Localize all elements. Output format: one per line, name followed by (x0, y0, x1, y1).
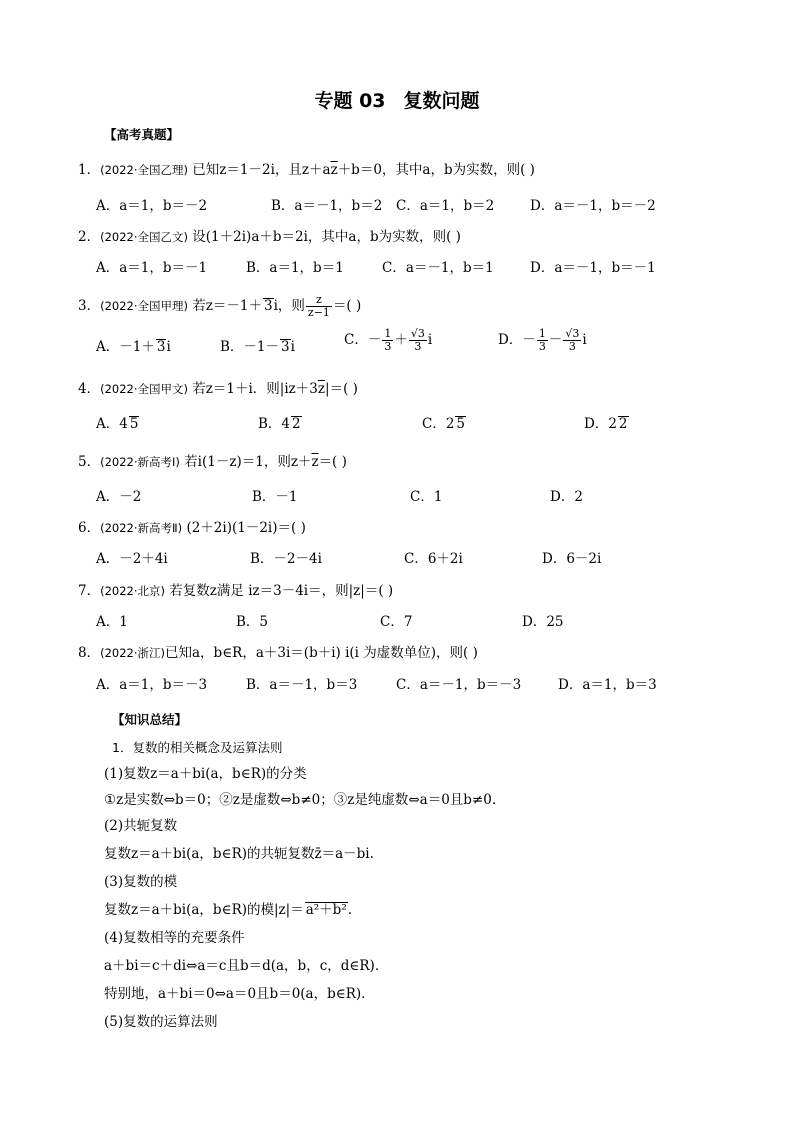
option-text: D．2 (584, 416, 617, 432)
question-2 (78, 227, 758, 247)
conjugate-z: $\overline{z}$ (330, 162, 338, 178)
question-number: 5． (78, 454, 101, 470)
question-source: (2022·新高考Ⅰ) (100, 455, 180, 469)
title-main: 专题 03 (314, 90, 386, 112)
option-c[interactable]: C．a＝1，b＝2 (396, 198, 495, 214)
sqrt-radicand: 3 (156, 339, 166, 355)
sqrt-radicand: 3 (281, 339, 290, 355)
fraction-numerator: 1 (384, 327, 392, 340)
option-a[interactable]: A．1 (96, 614, 128, 630)
question-text: 已知a，b∈R，a＋3i＝(b＋i) i(i 为虚数单位)，则( ) (165, 645, 478, 661)
question-number: 2． (78, 229, 101, 245)
option-b[interactable]: B．－2－4i (250, 551, 322, 567)
option-a[interactable]: A．a＝1，b＝－3 (96, 677, 208, 693)
question-number: 3． (78, 298, 101, 314)
fraction-numerator: 1 (538, 327, 546, 340)
option-b[interactable]: B．5 (236, 614, 269, 630)
question-number: 6． (78, 520, 101, 536)
fraction (382, 328, 393, 353)
summary-line: (3)复数的模 (104, 874, 178, 890)
question-text: ＋b＝0，其中a，b为实数，则( ) (337, 162, 535, 178)
summary-line: (1)复数z＝a＋bi(a，b∈R)的分类 (104, 766, 307, 782)
option-b[interactable]: B．－1 (252, 489, 298, 505)
summary-line (104, 900, 764, 920)
question-number: 4． (78, 381, 101, 397)
fraction (537, 328, 548, 353)
question-text: (2＋2i)(1－2i)＝( ) (182, 520, 306, 536)
sqrt-radicand: 5 (129, 416, 139, 432)
sqrt-radicand: 2 (618, 416, 628, 432)
summary-line: ①z是实数⇔b＝0；②z是虚数⇔b≠0；③z是纯虚数⇔a＝0且b≠0. (104, 792, 497, 808)
option-d[interactable] (498, 328, 587, 353)
question-text: ＝( ) (318, 454, 347, 470)
option-d[interactable]: D．2 (550, 489, 583, 505)
fraction (563, 328, 581, 353)
option-text: － (548, 332, 563, 348)
fraction-numerator: √3 (410, 327, 425, 340)
conjugate-z: $\overline{z}$ (311, 454, 319, 470)
conjugate-z: $\overline{z}$ (317, 381, 326, 397)
option-a[interactable]: A．－2 (96, 489, 142, 505)
option-text: i (427, 332, 433, 348)
question-3 (78, 294, 758, 319)
summary-line: 特别地，a＋bi＝0⇔a＝0且b＝0(a，b∈R)． (104, 986, 375, 1002)
option-d[interactable]: D．a＝1，b＝3 (558, 677, 657, 693)
option-a[interactable]: A．a＝1，b＝－2 (96, 198, 208, 214)
option-d[interactable]: D．a＝－1，b＝－2 (530, 198, 656, 214)
sqrt-radicand: 2 (292, 416, 301, 432)
question-8 (78, 643, 758, 663)
fraction-denominator: 3 (384, 340, 392, 353)
title-sub: 复数问题 (403, 90, 480, 112)
option-b[interactable]: B．a＝1，b＝1 (246, 260, 344, 276)
option-b[interactable] (258, 413, 302, 435)
sqrt-radicand: 5 (456, 416, 466, 432)
option-text: i (290, 339, 295, 355)
sqrt-radicand: a²＋b² (305, 902, 347, 918)
question-number: 7． (78, 583, 101, 599)
question-text: 若复数z满足 iz＝3－4i＝，则|z|＝( ) (165, 583, 394, 599)
question-5 (78, 452, 758, 472)
question-text: 若z＝－1＋ (188, 298, 262, 314)
section-exam: 【高考真题】 (104, 127, 180, 142)
fraction-numerator: z (306, 294, 332, 307)
question-1 (78, 160, 758, 180)
question-text: 若i(1－z)＝1，则z＋ (179, 454, 312, 470)
option-a[interactable]: A．－2＋4i (96, 551, 168, 567)
question-4 (78, 379, 758, 399)
option-text: A．4 (96, 416, 128, 432)
option-c[interactable] (344, 328, 432, 353)
question-source: (2022·浙江) (100, 646, 165, 660)
question-number: 8． (78, 645, 101, 661)
option-c[interactable]: C．a＝－1，b＝1 (382, 260, 494, 276)
summary-line: 复数z＝a＋bi(a，b∈R)的共轭复数z̄＝a－bi. (104, 846, 374, 862)
summary-text: . (347, 902, 353, 918)
option-text: A．－1＋ (96, 339, 155, 355)
option-a[interactable] (96, 413, 139, 435)
question-source: (2022·全国甲理) (100, 299, 188, 313)
question-text: 若z＝1＋i．则|iz＋3 (188, 381, 318, 397)
question-7 (78, 581, 758, 601)
section-summary: 【知识总结】 (112, 712, 188, 727)
fraction (306, 294, 332, 319)
fraction-denominator: 3 (538, 340, 546, 353)
summary-line: (4)复数相等的充要条件 (104, 930, 245, 946)
summary-line: a＋bi＝c＋di⇔a＝c且b＝d(a，b，c，d∈R)． (104, 958, 389, 974)
summary-text: 复数z＝a＋bi(a，b∈R)的模|z|＝ (104, 902, 304, 918)
option-b[interactable]: B．a＝－1，b＝3 (246, 677, 358, 693)
question-source: (2022·北京) (100, 584, 165, 598)
question-text: ＝( ) (332, 298, 362, 314)
option-text: ＋ (394, 332, 408, 348)
option-d[interactable]: D．25 (522, 614, 564, 630)
question-6 (78, 518, 758, 538)
fraction-denominator: 3 (414, 340, 422, 353)
question-source: (2022·全国乙文) (100, 230, 188, 244)
option-text: D．－ (498, 332, 536, 348)
fraction-denominator: z−1 (307, 306, 330, 319)
fraction (409, 328, 427, 353)
question-source: (2022·全国乙理) (100, 163, 188, 177)
fraction-denominator: 3 (568, 340, 576, 353)
option-c[interactable]: C．7 (380, 614, 413, 630)
sqrt-radicand: 3 (264, 298, 273, 314)
option-text: i (582, 332, 587, 348)
fraction-numerator: √3 (565, 327, 580, 340)
option-text: B．－1－ (220, 339, 280, 355)
page-title (0, 86, 794, 113)
option-a[interactable]: A．a＝1，b＝－1 (96, 260, 208, 276)
option-c[interactable] (422, 413, 466, 435)
option-b[interactable]: B．a＝－1，b＝2 (271, 198, 383, 214)
question-text: i，则 (273, 298, 305, 314)
question-source: (2022·新高考Ⅱ) (100, 521, 183, 535)
question-text: 设(1＋2i)a＋b＝2i，其中a，b为实数，则( ) (188, 229, 461, 245)
question-text: 已知z＝1－2i，且z＋a (188, 162, 331, 178)
option-text: C．2 (422, 416, 455, 432)
option-text: i (166, 339, 171, 355)
option-d[interactable] (584, 413, 629, 435)
option-c[interactable]: C．1 (410, 489, 443, 505)
option-b[interactable] (220, 336, 295, 358)
option-text: B．4 (258, 416, 291, 432)
option-d[interactable]: D．a＝－1，b＝－1 (530, 260, 656, 276)
option-c[interactable]: C．a＝－1，b＝－3 (396, 677, 522, 693)
question-source: (2022·全国甲文) (100, 382, 188, 396)
option-a[interactable] (96, 336, 171, 358)
summary-heading: 1．复数的相关概念及运算法则 (112, 740, 283, 755)
summary-line: (2)共轭复数 (104, 818, 178, 834)
summary-line: (5)复数的运算法则 (104, 1014, 218, 1030)
option-text: C．－ (344, 332, 382, 348)
question-number: 1． (78, 162, 101, 178)
question-text: |＝( ) (325, 381, 358, 397)
option-d[interactable]: D．6－2i (542, 551, 602, 567)
option-c[interactable]: C．6＋2i (404, 551, 463, 567)
